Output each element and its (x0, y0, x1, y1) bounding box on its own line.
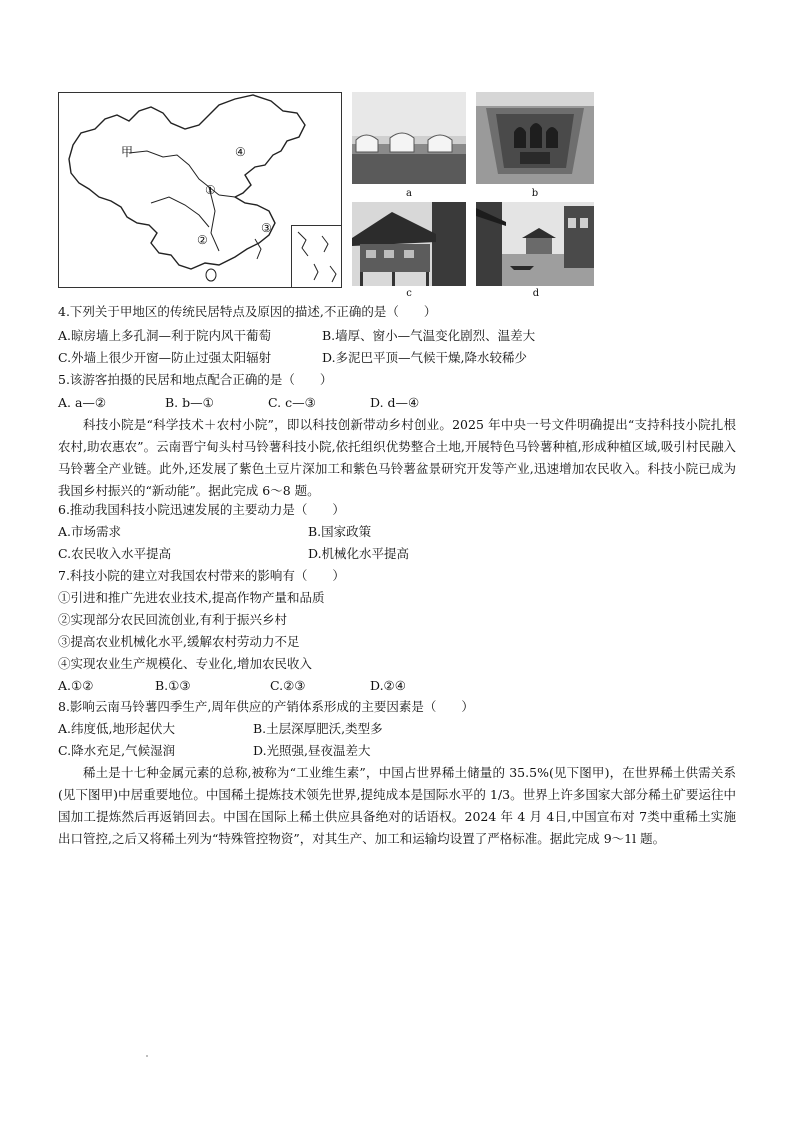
q7-option-c: C.②③ (270, 678, 306, 693)
map-label-3: ③ (261, 221, 272, 235)
q5-stem: 5.该游客拍摄的民居和地点配合正确的是（ ） (58, 372, 333, 387)
stray-mark (146, 1055, 148, 1057)
q4-option-b: B.墙厚、窗小—气温变化剧烈、温差大 (322, 328, 536, 343)
map-label-1: ① (205, 183, 216, 197)
q7-stem: 7.科技小院的建立对我国农村带来的影响有（ ） (58, 568, 345, 583)
south-china-sea-inset (291, 225, 341, 287)
q7-statement-2: ②实现部分农民回流创业,有利于振兴乡村 (58, 612, 287, 627)
q8-option-a: A.纬度低,地形起伏大 (58, 721, 175, 736)
q5-option-c: C. c—③ (268, 395, 316, 410)
map-label-2: ② (197, 233, 208, 247)
q4-stem: 4.下列关于甲地区的传统民居特点及原因的描述,不正确的是（ ） (58, 304, 437, 319)
q4-option-d: D.多泥巴平顶—气候干燥,降水较稀少 (322, 350, 528, 365)
q7-statement-3: ③提高农业机械化水平,缓解农村劳动力不足 (58, 634, 300, 649)
q8-option-c: C.降水充足,气候湿润 (58, 743, 176, 758)
map-label-4: ④ (235, 145, 246, 159)
caption-c: c (406, 288, 412, 299)
q6-option-a: A.市场需求 (58, 524, 122, 539)
q4-option-a: A.晾房墙上多孔洞—利于院内风干葡萄 (58, 328, 272, 343)
china-map (58, 92, 342, 288)
photo-c-stilt-house (352, 202, 466, 286)
photo-d-water-town (476, 202, 594, 286)
q7-option-a: A.①② (58, 678, 94, 693)
q8-stem: 8.影响云南马铃薯四季生产,周年供应的产销体系形成的主要因素是（ ） (58, 699, 474, 714)
q6-option-c: C.农民收入水平提高 (58, 546, 172, 561)
q6-option-b: B.国家政策 (308, 524, 372, 539)
q8-option-b: B.土层深厚肥沃,类型多 (253, 721, 383, 736)
q7-statement-1: ①引进和推广先进农业技术,提高作物产量和品质 (58, 590, 325, 605)
caption-b: b (531, 188, 539, 199)
q6-option-d: D.机械化水平提高 (308, 546, 410, 561)
q5-option-a: A. a—② (58, 395, 107, 410)
caption-a: a (406, 188, 412, 199)
q5-option-d: D. d—④ (370, 395, 420, 410)
q6-stem: 6.推动我国科技小院迅速发展的主要动力是（ ） (58, 502, 345, 517)
q8-option-d: D.光照强,昼夜温差大 (253, 743, 371, 758)
q4-option-c: C.外墙上很少开窗—防止过强太阳辐射 (58, 350, 272, 365)
q7-option-d: D.②④ (370, 678, 406, 693)
passage-science-courtyard: 科技小院是“科学技术＋农村小院”，即以科技创新带动乡村创业。2025 年中央一号文件明确提出“支持科技小院扎根农村,助农惠农”。云南晋宁甸头村马铃薯科技小院,依托组织优势整合土地,开展特色马铃薯种植,形成种植区域,吸引村民融入马铃薯全产业链。此外,还发展了紫色土豆片深加工和紫色马铃薯盆景研究开发等产业,迅速增加农民收入。科技小院已成为我国乡村振兴的“新动能”。据此完成 6～8 题。 (58, 417, 736, 498)
q7-option-b: B.①③ (155, 678, 191, 693)
map-label-jia: 甲 (121, 145, 134, 159)
q5-option-b: B. b—① (165, 395, 214, 410)
passage-rare-earth: 稀土是十七种金属元素的总称,被称为“工业维生素”，中国占世界稀土储量的 35.5%(见下图甲)，在世界稀土供需关系(见下图甲)中居重要地位。中国稀土提炼技术领先世界,提纯成本是国际水平的 1/3。世界上许多国家大部分稀土矿要运往中国加工提炼然后再返销回去。中国在国际上稀土供应具备绝对的话语权。2024 年 4 月 4日,中国宣布对 7类中重稀土实施出口管控,之后又将稀土列为“特殊管控物资”，对其生产、加工和运输均设置了严格标准。据此完成 9～1l 题。 (58, 765, 736, 846)
caption-d: d (532, 288, 540, 299)
q7-statement-4: ④实现农业生产规模化、专业化,增加农民收入 (58, 656, 312, 671)
photo-b-cave-courtyard (476, 92, 594, 184)
photo-a-yurts (352, 92, 466, 184)
